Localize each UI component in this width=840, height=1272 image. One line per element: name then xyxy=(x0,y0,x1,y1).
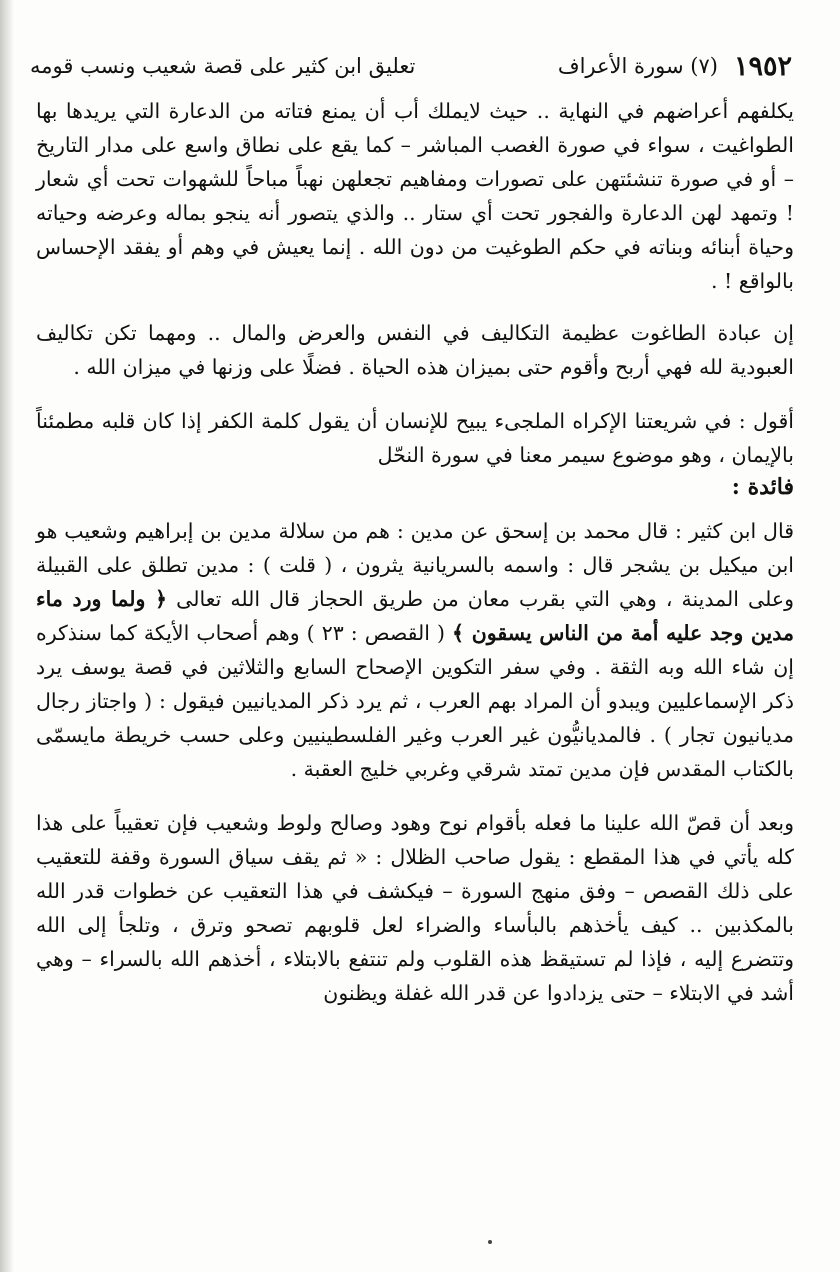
running-title: تعليق ابن كثير على قصة شعيب ونسب قومه xyxy=(30,54,416,78)
page-number: ١٩٥٢ xyxy=(733,50,792,82)
page-binding-shadow xyxy=(0,0,14,1272)
quran-verse: ﴿ ولما ورد ماء مدين وجد عليه أمة من الناس يسقون ﴾ xyxy=(36,587,794,645)
paragraph-4 xyxy=(36,514,794,786)
paragraph-5: وبعد أن قصّ الله علينا ما فعله بأقوام نوح وهود وصالح ولوط وشعيب فإن تعقيباً على هذا كله يأتي في هذا المقطع : يقول صاحب الظلال : « ثم يقف سياق السورة وقفة للتعقيب على ذلك القصص – وفق منهج السورة – فيكشف في هذا التعقيب عن خطوات قدر الله بالمكذبين .. كيف يأخذهم بالبأساء والضراء لعل قلوبهم تصحو وترق ، وتلجأ إلى الله وتتضرع إليه ، فإذا لم تستيقظ هذه القلوب ولم تنتفع بالابتلاء ، أخذهم الله بالسراء – وهي أشد في الابتلاء – حتى يزدادوا عن قدر الله غفلة ويظنون xyxy=(36,811,794,1005)
paragraph-3: أقول : في شريعتنا الإكراه الملجىء يبيح للإنسان أن يقول كلمة الكفر إذا كان قلبه مطمئناً بالإيمان ، وهو موضوع سيمر معنا في سورة النحّل xyxy=(36,409,794,467)
paragraph-2: إن عبادة الطاغوت عظيمة التكاليف في النفس والعرض والمال .. ومهما تكن تكاليف العبودية لله فهي أربح وأقوم حتى بميزان هذه الحياة . فضلًا على وزنها في ميزان الله . xyxy=(36,321,794,379)
page-body xyxy=(36,94,794,1010)
page-header xyxy=(30,46,792,86)
fawaid-heading: فائدة : xyxy=(731,474,794,500)
paragraph-4-body: ( القصص : ٢٣ ) وهم أصحاب الأيكة كما سنذكره إن شاء الله وبه الثقة . وفي سفر التكوين الإصحاح السابع والثلاثين في قصة يوسف يرد ذكر الإسماعليين ويبدو أن المراد بهم العرب ، ثم يرد ذكر المديانيين فيقول : ( واجتاز رجال مديانيون تجار ) . فالمديانيُّون غير العرب وغير الفلسطينيين وعلى حسب خريطة مايسمّى بالكتاب المقدس فإن مدين تمتد شرقي وغربي خليج العقبة . xyxy=(36,621,794,781)
page-speck xyxy=(488,1240,492,1244)
paragraph-1: يكلفهم أعراضهم في النهاية .. حيث لايملك أب أن يمنع فتاته من الدعارة التي يريدها بها الطواغيت ، سواء في صورة الغصب المباشر – كما يقع على نطاق واسع على مدار التاريخ – أو في صورة تنشئتهن على تصورات ومفاهيم تجعلهن نهباً مباحاً للشهوات تحت أي شعار ! وتمهد لهن الدعارة والفجور تحت أي ستار .. والذي يتصور أنه ينجو بماله وعرضه وحياته وحياة أبنائه وبناته في حكم الطوغيت من دون الله . إنما يعيش في وهم أو يفقد الإحساس بالواقع ! . xyxy=(36,99,794,293)
surah-title: (٧) سورة الأعراف xyxy=(557,54,718,78)
paragraph-4-intro: قال ابن كثير : قال محمد بن إسحق عن مدين : هم من سلالة مدين بن إبراهيم وشعيب هو ابن ميكيل بن يشجر قال : واسمه بالسريانية يثرون ، ( قلت ) : مدين تطلق على القبيلة وعلى المدينة ، وهي التي بقرب معان من طريق الحجاز قال الله تعالى xyxy=(36,519,794,611)
header-right xyxy=(558,51,792,82)
